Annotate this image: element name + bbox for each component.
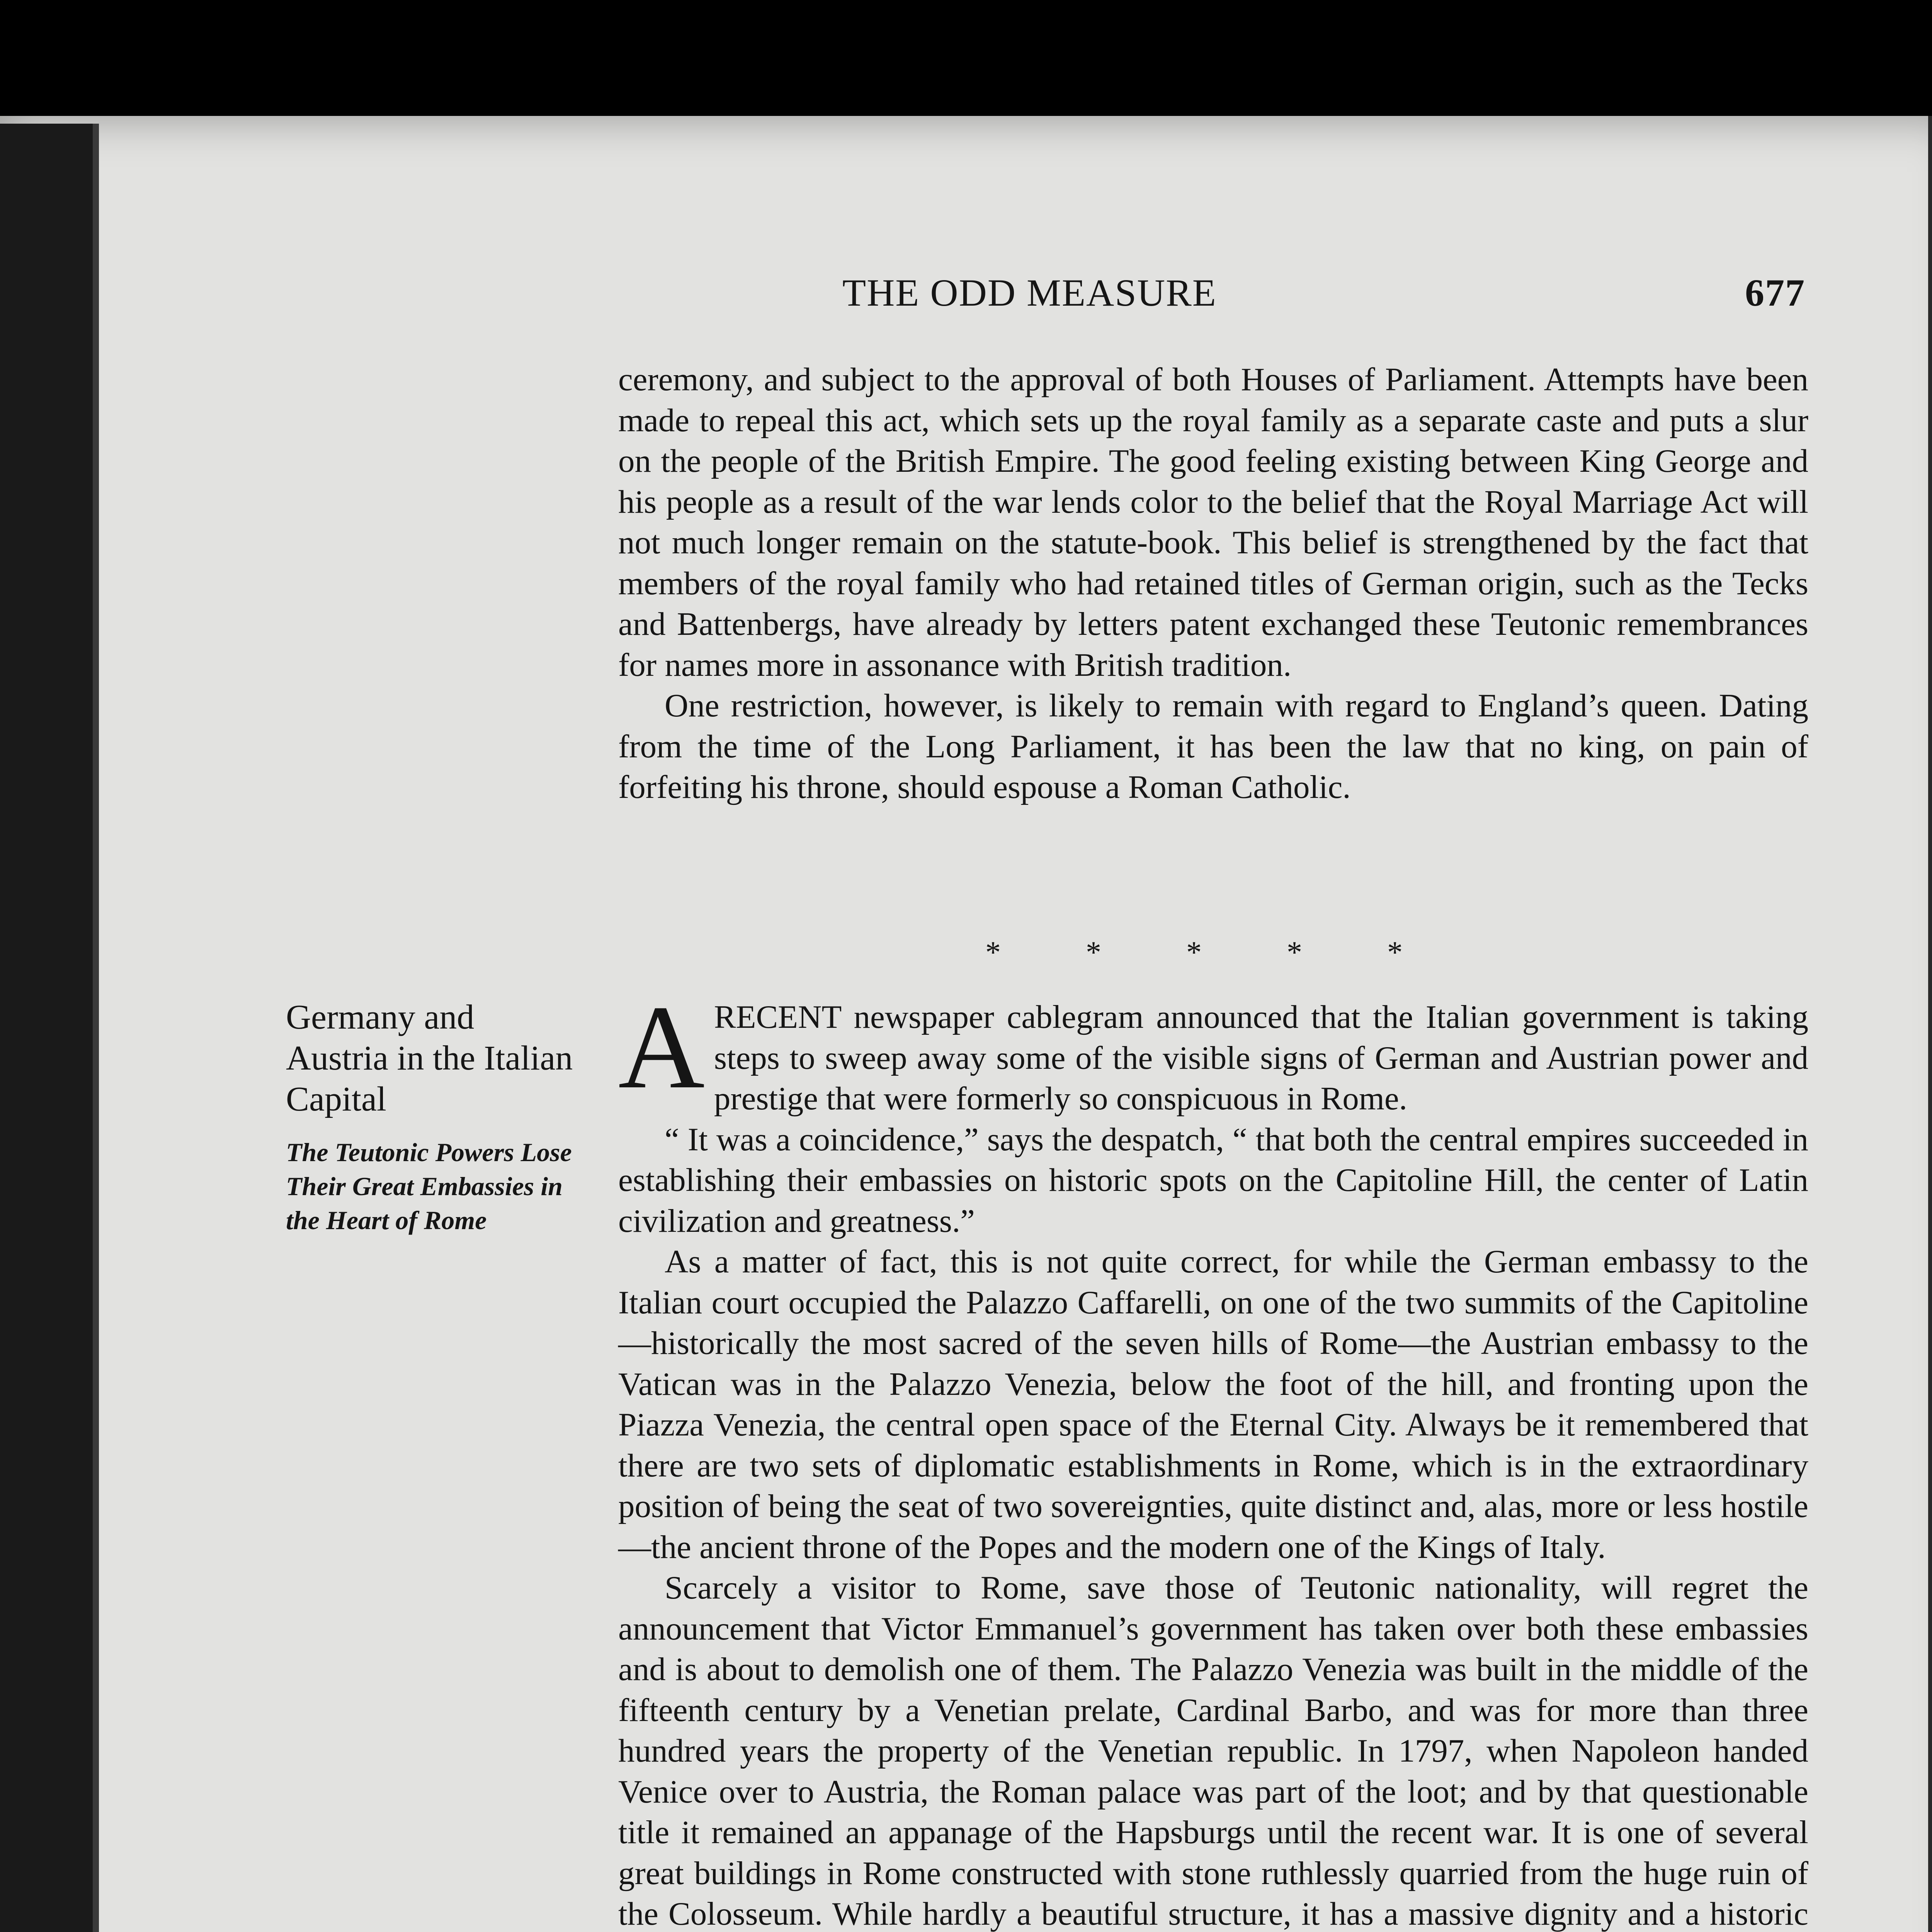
section-separator: * * * * *: [985, 935, 1441, 969]
facing-page-edge: [0, 124, 99, 1932]
sidenote-subtitle: The Teutonic Powers Lose Their Great Embassies in the Heart of Rome: [286, 1138, 572, 1235]
section-germany-austria: [618, 981, 1808, 1932]
paragraph: “ It was a coincidence,” says the despatch, “ that both the central empires succeeded in establishing their embassies on historic spots on the Capitoline Hill, the center of Latin civilization and greatness.”: [618, 1121, 1808, 1239]
running-title: THE ODD MEASURE: [842, 271, 1217, 314]
drop-cap: A: [618, 981, 705, 1114]
sidenote-title: Germany and Austria in the Italian Capital: [286, 998, 573, 1118]
paragraph: Scarcely a visitor to Rome, save those of Teutonic nationality, will regret the announcement that Victor Emmanuel’s government has taken over both these embassies and is about to demolish one of them. The Palazzo Venezia was built in the middle of the fifteenth century by a Venetian prelate, Cardinal Barbo, and was for more than three hundred years the property of the Venetian republic. In 1797, when Napoleon handed Venice over to Austria, the Roman palace was part of the loot; and by that questionable title it remained an appanage of the Hapsburgs until the recent war. It is one of several great buildings in Rome constructed with stone ruthlessly quarried from the huge ruin of the Colosseum. While hardly a beautiful structure, it has a massive dignity and a historic: [618, 1570, 1808, 1932]
top-text-block: [618, 359, 1808, 808]
book-edge: [1928, 116, 1932, 1932]
paragraph: As a matter of fact, this is not quite correct, for while the German embassy to the Italian court occupied the Palazzo Caffarelli, on one of the two summits of the Capitoline—historically the most sacred of the seven hills of Rome—the Austrian embassy to the Vatican was in the Palazzo Venezia, below the foot of the hill, and fronting upon the Piazza Venezia, the central open space of the Eternal City. Always be it remembered that there are two sets of diplomatic establishments in Rome, which is in the extraordinary position of being the seat of two sovereignties, quite distinct and, alas, more or less hostile—the ancient throne of the Popes and the modern one of the Kings of Italy.: [618, 1243, 1808, 1565]
lead-paragraph: [618, 981, 1808, 1119]
paragraph: ceremony, and subject to the approval of both Houses of Parliament. Attempts have been made to repeal this act, which sets up the royal family as a separate caste and puts a slur on the people of the British Empire. The good feeling existing between King George and his people as a result of the war lends color to the belief that the Royal Marriage Act will not much longer remain on the statute-book. This belief is strengthened by the fact that members of the royal family who had retained titles of German origin, such as the Tecks and Battenbergs, have already by letters patent exchanged these Teutonic remembrances for names more in assonance with British tradition.: [618, 361, 1808, 683]
page-number: 677: [1745, 271, 1805, 314]
paragraph: One restriction, however, is likely to remain with regard to England’s queen. Dating from the time of the Long Parliament, it has been the law that no king, on pain of forfeiting his throne, should espouse a Roman Catholic.: [618, 687, 1808, 805]
sidenote-germany-austria: [286, 997, 580, 1237]
lead-text: RECENT newspaper cablegram announced that the Italian government is taking steps to sweep away some of the visible signs of German and Austrian power and prestige that were formerly so conspicuous in Rome.: [714, 999, 1808, 1117]
